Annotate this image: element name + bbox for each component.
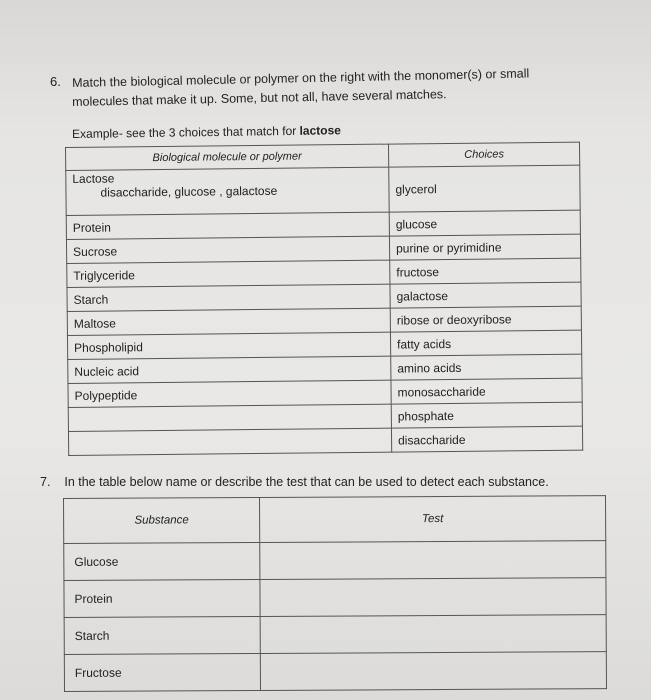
choice-cell: galactose — [390, 282, 581, 308]
test-table — [63, 495, 607, 690]
table-row — [68, 426, 582, 455]
choice-cell: fructose — [390, 258, 581, 284]
choice-cell: glycerol — [389, 165, 580, 212]
table-row — [64, 652, 606, 692]
question-7 — [40, 475, 549, 489]
table-row — [66, 165, 580, 215]
choice-cell: glucose — [389, 210, 580, 236]
example-bold-word: lactose — [299, 123, 341, 138]
question-7-number: 7. — [40, 475, 51, 489]
test-table-header — [64, 496, 606, 544]
test-answer-cell[interactable] — [260, 615, 606, 654]
molecule-cell[interactable]: Starch — [67, 284, 390, 311]
molecule-cell[interactable]: Nucleic acid — [68, 356, 391, 383]
header-test: Test — [259, 496, 605, 543]
example-answer: disaccharide, glucose , galactose — [100, 183, 278, 200]
molecule-cell[interactable] — [66, 167, 389, 215]
substance-cell: Glucose — [64, 542, 260, 580]
molecule-cell[interactable]: Protein — [66, 212, 389, 239]
test-answer-cell[interactable] — [260, 541, 606, 580]
choice-cell: phosphate — [391, 402, 582, 428]
substance-cell: Fructose — [64, 653, 260, 691]
table-row — [64, 541, 606, 581]
example-prefix: Example- see the 3 choices that match for — [72, 123, 300, 141]
header-molecule: Biological molecule or polymer — [66, 144, 389, 170]
question-6-text-line1: Match the biological molecule or polymer on the right with the monomer(s) or small — [72, 66, 530, 90]
molecule-cell[interactable]: Maltose — [67, 308, 390, 335]
molecule-name: Lactose — [72, 171, 115, 186]
choice-cell: ribose or deoxyribose — [390, 306, 581, 332]
header-choices: Choices — [388, 142, 579, 167]
choice-cell: amino acids — [391, 354, 582, 380]
table-row — [64, 615, 606, 655]
molecule-cell[interactable]: Triglyceride — [67, 260, 390, 287]
choice-cell: purine or pyrimidine — [389, 234, 580, 260]
header-substance: Substance — [64, 497, 260, 543]
molecule-cell[interactable]: Sucrose — [66, 236, 389, 263]
question-6-number: 6. — [50, 74, 61, 89]
substance-cell: Protein — [64, 579, 260, 617]
molecule-cell[interactable]: Phospholipid — [67, 332, 390, 359]
choice-cell: disaccharide — [391, 426, 582, 452]
question-6-example — [72, 123, 341, 141]
matching-table — [65, 142, 583, 448]
question-7-text: In the table below name or describe the test that can be used to detect each substance. — [64, 475, 549, 489]
substance-cell: Starch — [64, 616, 260, 654]
question-6-text-line2: molecules that make it up. Some, but not all, have several matches. — [72, 87, 447, 109]
molecule-cell[interactable] — [68, 404, 391, 431]
choice-cell: monosaccharide — [391, 378, 582, 404]
molecule-cell[interactable]: Polypeptide — [68, 380, 391, 407]
table-row — [64, 578, 606, 618]
test-answer-cell[interactable] — [260, 652, 606, 691]
choice-cell: fatty acids — [390, 330, 581, 356]
test-answer-cell[interactable] — [260, 578, 606, 617]
molecule-cell[interactable] — [68, 428, 391, 455]
